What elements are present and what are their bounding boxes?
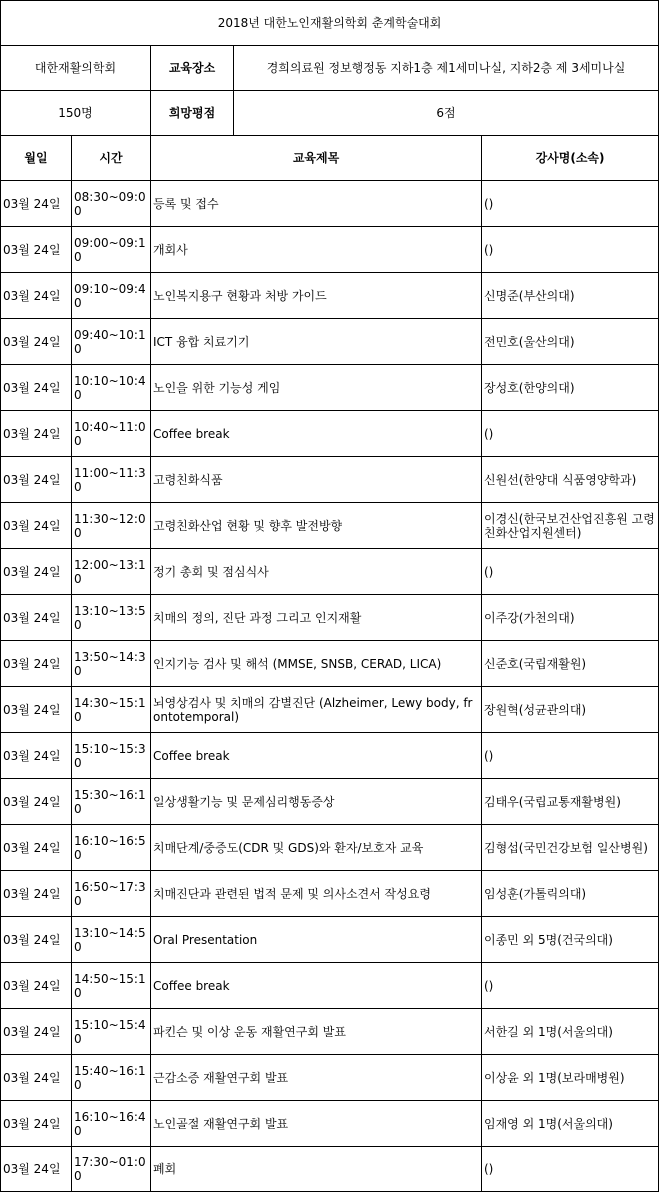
cell-time: 13:10~13:50 (72, 595, 151, 641)
cell-lecturer: () (482, 411, 659, 457)
cell-lecturer: 임재영 외 1명(서울의대) (482, 1101, 659, 1147)
cell-date: 03월 24일 (1, 1147, 72, 1192)
cell-date: 03월 24일 (1, 503, 72, 549)
cell-date: 03월 24일 (1, 825, 72, 871)
cell-topic: 노인골절 재활연구회 발표 (151, 1101, 482, 1147)
cell-topic: 고령친화산업 현황 및 향후 발전방향 (151, 503, 482, 549)
cell-lecturer: 김태우(국립교통재활병원) (482, 779, 659, 825)
cell-date: 03월 24일 (1, 1009, 72, 1055)
cell-lecturer: 전민호(울산의대) (482, 319, 659, 365)
cell-date: 03월 24일 (1, 963, 72, 1009)
cell-topic: 정기 총회 및 점심식사 (151, 549, 482, 595)
cell-date: 03월 24일 (1, 871, 72, 917)
points-label: 희망평점 (151, 91, 234, 136)
cell-time: 15:10~15:30 (72, 733, 151, 779)
cell-lecturer: 김형섭(국민건강보험 일산병원) (482, 825, 659, 871)
cell-lecturer: 임성훈(가톨릭의대) (482, 871, 659, 917)
table-row (1, 227, 659, 273)
cell-time: 15:10~15:40 (72, 1009, 151, 1055)
cell-time: 16:50~17:30 (72, 871, 151, 917)
header-lecturer: 강사명(소속) (482, 136, 659, 181)
cell-topic: 파킨슨 및 이상 운동 재활연구회 발표 (151, 1009, 482, 1055)
cell-time: 16:10~16:40 (72, 1101, 151, 1147)
cell-time: 11:30~12:00 (72, 503, 151, 549)
table-row (1, 1101, 659, 1147)
cell-date: 03월 24일 (1, 733, 72, 779)
cell-time: 08:30~09:00 (72, 181, 151, 227)
cell-time: 10:40~11:00 (72, 411, 151, 457)
table-row (1, 779, 659, 825)
header-row (1, 136, 659, 181)
table-row (1, 871, 659, 917)
cell-lecturer: () (482, 227, 659, 273)
table-row (1, 1055, 659, 1101)
header-date: 월일 (1, 136, 72, 181)
header-time: 시간 (72, 136, 151, 181)
cell-topic: Coffee break (151, 411, 482, 457)
cell-lecturer: 이경신(한국보건산업진흥원 고령친화산업지원센터) (482, 503, 659, 549)
cell-date: 03월 24일 (1, 1055, 72, 1101)
cell-time: 15:30~16:10 (72, 779, 151, 825)
table-row (1, 641, 659, 687)
table-row (1, 963, 659, 1009)
cell-topic: 폐회 (151, 1147, 482, 1192)
cell-lecturer: () (482, 963, 659, 1009)
table-row (1, 457, 659, 503)
cell-topic: 개회사 (151, 227, 482, 273)
cell-topic: Oral Presentation (151, 917, 482, 963)
capacity-row (1, 91, 659, 136)
cell-time: 12:00~13:10 (72, 549, 151, 595)
cell-time: 13:10~14:50 (72, 917, 151, 963)
cell-lecturer: () (482, 733, 659, 779)
venue-row (1, 46, 659, 91)
table-row (1, 365, 659, 411)
cell-date: 03월 24일 (1, 1101, 72, 1147)
capacity-value: 150명 (1, 91, 151, 136)
header-topic: 교육제목 (151, 136, 482, 181)
venue-label: 교육장소 (151, 46, 234, 91)
cell-topic: ICT 융합 치료기기 (151, 319, 482, 365)
title-row (1, 1, 659, 46)
cell-date: 03월 24일 (1, 457, 72, 503)
cell-lecturer: 신준호(국립재활원) (482, 641, 659, 687)
table-row (1, 825, 659, 871)
table-row (1, 733, 659, 779)
cell-topic: 근감소증 재활연구회 발표 (151, 1055, 482, 1101)
cell-date: 03월 24일 (1, 273, 72, 319)
cell-time: 10:10~10:40 (72, 365, 151, 411)
cell-date: 03월 24일 (1, 365, 72, 411)
cell-lecturer: 장원혁(성균관의대) (482, 687, 659, 733)
cell-date: 03월 24일 (1, 227, 72, 273)
cell-topic: 등록 및 접수 (151, 181, 482, 227)
cell-lecturer: () (482, 181, 659, 227)
points-value: 6점 (234, 91, 659, 136)
cell-lecturer: 신명준(부산의대) (482, 273, 659, 319)
cell-lecturer: () (482, 1147, 659, 1192)
cell-date: 03월 24일 (1, 595, 72, 641)
cell-topic: Coffee break (151, 733, 482, 779)
cell-topic: 노인을 위한 기능성 게임 (151, 365, 482, 411)
cell-topic: 뇌영상검사 및 치매의 감별진단 (Alzheimer, Lewy body, frontotemporal) (151, 687, 482, 733)
venue-value: 경희의료원 정보행정동 지하1층 제1세미나실, 지하2층 제 3세미나실 (234, 46, 659, 91)
cell-time: 14:30~15:10 (72, 687, 151, 733)
table-row (1, 273, 659, 319)
cell-topic: 노인복지용구 현황과 처방 가이드 (151, 273, 482, 319)
cell-date: 03월 24일 (1, 319, 72, 365)
cell-date: 03월 24일 (1, 181, 72, 227)
table-row (1, 595, 659, 641)
page-title: 2018년 대한노인재활의학회 춘계학술대회 (1, 1, 659, 46)
cell-date: 03월 24일 (1, 917, 72, 963)
table-row (1, 1147, 659, 1192)
organizer: 대한재활의학회 (1, 46, 151, 91)
cell-date: 03월 24일 (1, 779, 72, 825)
cell-date: 03월 24일 (1, 641, 72, 687)
table-row (1, 1009, 659, 1055)
cell-date: 03월 24일 (1, 549, 72, 595)
cell-time: 09:10~09:40 (72, 273, 151, 319)
cell-topic: 인지기능 검사 및 해석 (MMSE, SNSB, CERAD, LICA) (151, 641, 482, 687)
cell-lecturer: () (482, 549, 659, 595)
table-row (1, 917, 659, 963)
cell-topic: 치매진단과 관련된 법적 문제 및 의사소견서 작성요령 (151, 871, 482, 917)
cell-time: 17:30~01:00 (72, 1147, 151, 1192)
table-row (1, 549, 659, 595)
cell-lecturer: 이종민 외 5명(건국의대) (482, 917, 659, 963)
cell-topic: 치매단계/중증도(CDR 및 GDS)와 환자/보호자 교육 (151, 825, 482, 871)
cell-date: 03월 24일 (1, 411, 72, 457)
cell-time: 15:40~16:10 (72, 1055, 151, 1101)
cell-date: 03월 24일 (1, 687, 72, 733)
cell-time: 09:40~10:10 (72, 319, 151, 365)
cell-topic: 고령친화식품 (151, 457, 482, 503)
cell-topic: Coffee break (151, 963, 482, 1009)
table-row (1, 181, 659, 227)
table-row (1, 411, 659, 457)
cell-lecturer: 서한길 외 1명(서울의대) (482, 1009, 659, 1055)
cell-lecturer: 이상윤 외 1명(보라매병원) (482, 1055, 659, 1101)
cell-lecturer: 이주강(가천의대) (482, 595, 659, 641)
table-row (1, 503, 659, 549)
cell-topic: 치매의 정의, 진단 과정 그리고 인지재활 (151, 595, 482, 641)
cell-lecturer: 신원선(한양대 식품영양학과) (482, 457, 659, 503)
cell-lecturer: 장성호(한양의대) (482, 365, 659, 411)
cell-time: 14:50~15:10 (72, 963, 151, 1009)
cell-time: 16:10~16:50 (72, 825, 151, 871)
cell-topic: 일상생활기능 및 문제심리행동증상 (151, 779, 482, 825)
table-row (1, 687, 659, 733)
table-row (1, 319, 659, 365)
cell-time: 09:00~09:10 (72, 227, 151, 273)
cell-time: 13:50~14:30 (72, 641, 151, 687)
cell-time: 11:00~11:30 (72, 457, 151, 503)
